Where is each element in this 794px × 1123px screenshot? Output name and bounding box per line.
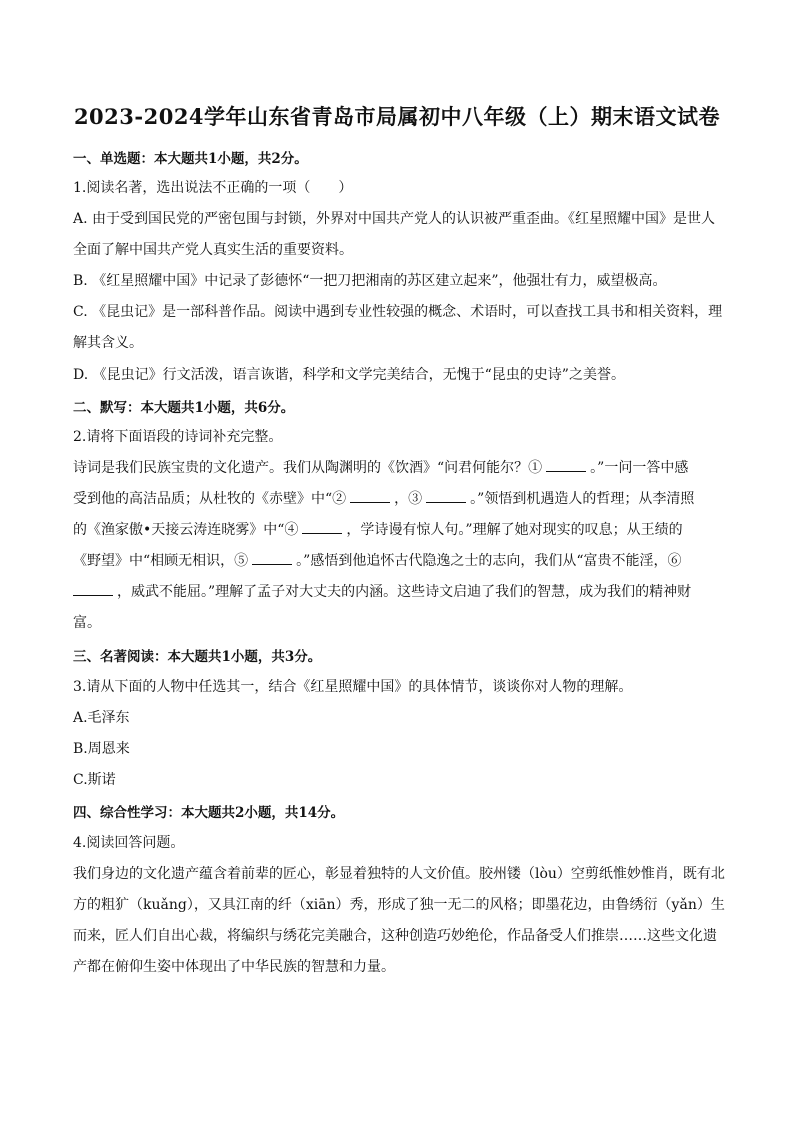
question-3-stem: 3.请从下面的人物中任选其一，结合《红星照耀中国》的具体情节，谈谈你对人物的理解。 <box>73 679 633 695</box>
q2-passage-line3 <box>73 519 723 539</box>
question-4-stem: 4.阅读回答问题。 <box>73 835 185 851</box>
q4-passage-line3: 而来，匠人们自出心裁，将编织与绣花完美融合，这种创造巧妙绝伦，作品备受人们推崇……这些文化遗 <box>73 928 717 944</box>
q2-text: ，③ <box>394 491 423 507</box>
section-heading-1: 一、单选题：本大题共1小题，共2分。 <box>73 151 308 167</box>
blank-6[interactable] <box>73 583 113 596</box>
blank-2[interactable] <box>350 490 390 503</box>
q2-text: 的《渔家傲•天接云涛连晓雾》中“④ <box>73 522 299 538</box>
blank-5[interactable] <box>252 552 292 565</box>
q3-option-b: B.周恩来 <box>73 741 130 757</box>
question-1-stem: 1.阅读名著，选出说法不正确的一项（ ） <box>73 180 353 196</box>
q1-option-d: D. 《昆虫记》行文活泼，语言诙谐，科学和文学完美结合，无愧于“昆虫的史诗”之美誉。 <box>73 367 625 383</box>
q2-passage-line2 <box>73 488 723 508</box>
q2-text: ，学诗谩有惊人句。”理解了她对现实的叹息；从王绩的 <box>346 522 683 538</box>
exam-title: 2023-2024学年山东省青岛市局属初中八年级（上）期末语文试卷 <box>73 104 721 129</box>
q1-option-c-line2: 解其含义。 <box>73 335 143 351</box>
q2-passage-line4 <box>73 550 723 570</box>
q2-text: ，威武不能屈。”理解了孟子对大丈夫的内涵。这些诗文启迪了我们的智慧，成为我们的精神财 <box>117 584 692 600</box>
q2-passage-line6: 富。 <box>73 615 101 631</box>
blank-4[interactable] <box>302 521 342 534</box>
q3-option-c: C.斯诺 <box>73 772 116 788</box>
blank-3[interactable] <box>426 490 466 503</box>
section-heading-4: 四、综合性学习：本大题共2小题，共14分。 <box>73 805 345 821</box>
q1-option-a-line1: A. 由于受到国民党的严密包围与封锁，外界对中国共产党人的认识被严重歪曲。《红星照耀中国》是世人 <box>73 211 716 227</box>
q3-option-a: A.毛泽东 <box>73 710 130 726</box>
q1-option-a-line2: 全面了解中国共产党人真实生活的重要资料。 <box>73 242 353 258</box>
q4-passage-line1: 我们身边的文化遗产蕴含着前辈的匠心，彰显着独特的人文价值。胶州镂（lòu）空剪纸惟妙惟肖，既有北 <box>73 866 725 882</box>
q2-passage-line5 <box>73 581 723 601</box>
q2-text: 《野望》中“相顾无相识，⑤ <box>73 553 249 569</box>
q4-passage-line2: 方的粗犷（kuǎng），又具江南的纤（xiān）秀，形成了独一无二的风格；即墨花边，由鲁绣衍（yǎn）生 <box>73 897 725 913</box>
q4-passage-line4: 产都在俯仰生姿中体现出了中华民族的智慧和力量。 <box>73 959 395 975</box>
blank-1[interactable] <box>546 459 586 472</box>
q2-text: 。”领悟到机遇造人的哲理；从李清照 <box>470 491 695 507</box>
q1-option-b: B. 《红星照耀中国》中记录了彭德怀“一把刀把湘南的苏区建立起来”，他强壮有力，威望极高。 <box>73 273 667 289</box>
q2-text: 诗词是我们民族宝贵的文化遗产。我们从陶渊明的《饮酒》“问君何能尔？① <box>73 460 543 476</box>
q2-text: 。”一问一答中感 <box>590 460 689 476</box>
q2-passage-line1 <box>73 457 723 477</box>
section-heading-2: 二、默写：本大题共1小题，共6分。 <box>73 400 295 416</box>
q1-option-c-line1: C. 《昆虫记》是一部科普作品。阅读中遇到专业性较强的概念、术语时，可以查找工具书和相关资料，理 <box>73 304 723 320</box>
question-2-stem: 2.请将下面语段的诗词补充完整。 <box>73 429 283 445</box>
q2-text: 受到他的高洁品质；从杜牧的《赤壁》中“② <box>73 491 347 507</box>
section-heading-3: 三、名著阅读：本大题共1小题，共3分。 <box>73 649 322 665</box>
q2-text: 。”感悟到他追怀古代隐逸之士的志向，我们从“富贵不能淫，⑥ <box>296 553 682 569</box>
